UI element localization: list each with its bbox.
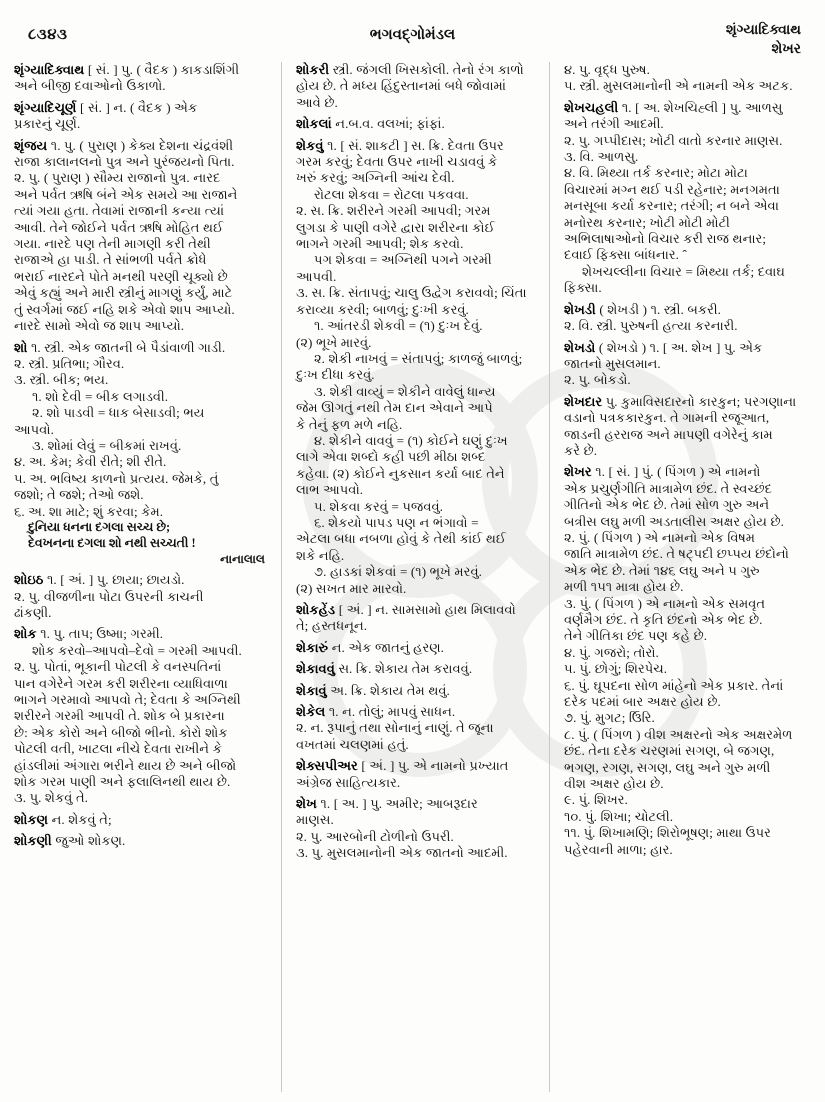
entry-definition-text: ૧. [ અં. ] પુ. છાયા; છાયડો.: [43, 572, 185, 588]
entry-text-line: ૨. પુ. આરબોની ટોળીનો ઉપરી.: [296, 828, 454, 844]
entry-headword-line: [296, 704, 539, 720]
entry-definition-text: ૧. પુ. ( પુરાણ ) કેક્ય દેશના ચંદ્રવંશી: [47, 137, 234, 153]
running-head-line-2: શેખર: [771, 41, 801, 57]
dictionary-entry: [14, 572, 271, 621]
headword: શેકેલ: [296, 704, 326, 720]
entry-definition-text: સ્ત્રી. જંગલી ખિસકોલી. તેનો રંગ કાળો: [329, 62, 524, 77]
dictionary-entry: [296, 796, 539, 862]
entry-headword-line: [296, 796, 539, 812]
entry-text-line: ૨. સ. ક્રિ. શરીરને ગરમી આપવી; ગરમ: [296, 203, 491, 219]
headword: શોકલાં: [296, 116, 332, 132]
entry-text-line: કરે છે.: [564, 442, 597, 458]
entry-text-line: ૨. વિ. સ્ત્રી. પુરુષની હત્યા કરનારી.: [564, 318, 738, 334]
entry-headword-line: [14, 100, 271, 116]
headword: શોકણ: [14, 811, 49, 827]
entry-text-line: ૪. અ. કેમ; કેવી રીતે; શી રીતે.: [14, 454, 167, 470]
entry-text-line: ૨. શેકી નાખવું = સંતાપવું; કાળજું બાળવું;: [314, 350, 523, 366]
running-head-line-1: શૃંગ્યાદિક્વાથ: [725, 23, 801, 38]
text-column-2: [281, 62, 549, 1092]
entry-text-line: કહેવા. (૨) કોઈને નુકસાન કર્યા બાદ તેને: [296, 465, 505, 481]
entry-text-line: જશો; તે જશે; તેઓ જશે.: [14, 487, 144, 503]
dictionary-entry: [564, 340, 815, 389]
dictionary-entry: [14, 340, 271, 568]
entry-text-line: ત્યાં ગયા હતા. તેવામાં રાજાની કન્યા ત્યાં: [14, 203, 225, 219]
entry-headword-line: [564, 464, 815, 480]
entry-text-line: અભિલાષાઓનો વિચાર કરી રાજ થનાર;: [564, 231, 766, 247]
entry-text-line: અને બીજી દવાઓનો ઉકાળો.: [14, 78, 166, 94]
running-head: [726, 22, 801, 60]
entry-text-line: છંદ. તેના દરેક ચરણમાં સગણ, બે જગણ,: [564, 743, 775, 759]
entry-text-line: ૮. પું. ( પિંગળ ) વીશ અક્ષરનો એક અક્ષરમેળ: [564, 726, 793, 742]
entry-headword-line: [14, 340, 271, 356]
entry-definition-text: ન.બ.વ. વલખાં; ફાંફાં.: [331, 116, 445, 132]
headword: શૃંજય: [14, 137, 48, 153]
headword: શેખડી: [564, 301, 596, 317]
entry-headword-line: [296, 116, 539, 132]
dictionary-entry: [14, 812, 271, 828]
entry-text-line: હોય છે. તે મધ્ય હિંદુસ્તાનમાં બધે જોવામાં: [296, 78, 506, 94]
dictionary-entry: [14, 626, 271, 806]
dictionary-entry: [14, 833, 271, 849]
entry-text-line: એવું કહ્યું અને મારી સ્ત્રીનું માગણું કર્યું, માટે: [14, 285, 233, 301]
entry-text-line: વડાનો પત્રકકારકુન. તે ગામની રજૂઆત,: [564, 410, 770, 426]
entry-text-line: પોટલી વતી, ખાટલા નીચે દેવતા રાખીને કે: [14, 741, 222, 757]
headword: શોકણી: [14, 833, 52, 849]
entry-text-line: ૨. પુ. પોતાં, ભૂકાની પોટલી કે વનસ્પતિનાં: [14, 659, 222, 675]
entry-text-line: ઢાંકણી.: [14, 604, 52, 620]
entry-text-line: ખરું કરવું; અગ્નિની આંચ દેવી.: [296, 170, 455, 186]
entry-text-line: પ્રકારનું ચૂર્ણ.: [14, 116, 81, 132]
dictionary-entry: [296, 116, 539, 132]
entry-definition-text: ( શેખડો ) ૧. [ અ. શેખ ] પુ. એક: [595, 339, 763, 355]
entry-text-line: નારદે સામો એવો જ શાપ આપ્યો.: [14, 318, 185, 334]
entry-text-line: તું સ્વર્ગમાં જઈ નહિ શકે એવો શાપ આપ્યો.: [14, 301, 235, 317]
entry-text-line: ૬. પું. ઘૂપદના સોળ માંહેનો એક પ્રકાર. તેનાં: [564, 677, 784, 693]
entry-text-line: જેમ ઊગતું નથી તેમ દાન એવાને આપે: [296, 400, 493, 416]
headword: શો: [14, 339, 28, 355]
entry-text-line: ૩. પું. ( પિંગળ ) એ નામનો એક સમવૃત: [564, 595, 766, 611]
entry-definition-text: ૧. [ સં. શાકટી ] સ. ક્રિ. દેવતા ઉપર: [323, 137, 504, 153]
headword: શોકરી: [296, 62, 330, 77]
entry-text-line: મળી ૧૫૧ માત્રા હોય છે.: [564, 579, 684, 595]
entry-text-line: લાગે એવા શબ્દો કહી પછી મીઠા શબ્દ: [296, 449, 486, 465]
entry-text-line: ૬. શેકયો પાપડ પણ ન ભંગાવો =: [314, 514, 479, 530]
entry-text-line: વિચારમાં મગ્ન થઈ પડી રહેનાર; મનગમતા: [564, 181, 780, 197]
entry-text-line: ૩. પુ. શેકવું તે.: [14, 790, 88, 806]
headword: શેખ: [296, 796, 317, 812]
entry-text-line: જાડની હરરાજ અને માપણી વગેરેનું કામ: [564, 426, 773, 442]
entry-text-line: ૨. પુ. વીજળીના પોટા ઉપરની કાચની: [14, 588, 204, 604]
headword: શેકારું: [296, 639, 329, 655]
entry-text-line: ફિક્સા.: [564, 280, 602, 296]
entry-text-line: પગ શેકવા = અગ્નિથી પગને ગરમી: [314, 252, 492, 268]
entry-text-line: ૭. હાડકાં શેકવાં = (૧) ભૂખે મરવું.: [314, 564, 482, 580]
entry-text-line: ૧૦. પું. શિખા; ચોટલી.: [564, 808, 674, 824]
entry-text-line: ૨. પુ. બોકડો.: [564, 372, 631, 388]
entry-definition-text: [ અં. ] પુ. એ નામનો પ્રખ્યાત: [357, 758, 509, 774]
entry-definition-text: [ સં. ] પુ. ( વૈદક ) કાકડાશિંગી: [84, 62, 240, 77]
entry-text-line: પાન વગેરેને ગરમ કરી શરીરના વ્યાધિવાળા: [14, 675, 228, 691]
entry-text-line: ૨. સ્ત્રી. પ્રતિભા; ગૌરવ.: [14, 355, 125, 371]
entry-text-line: છે: એક કોરો અને બીજો ભીનો. કોરો શોક: [14, 724, 228, 740]
entry-text-line: લાભ આપવો.: [296, 482, 364, 498]
entry-definition-text: [ સં. ] ન. ( વૈદક ) એક: [76, 99, 198, 115]
entry-headword-line: [564, 100, 815, 116]
entry-headword-line: [296, 62, 539, 78]
entry-definition-text: ૧. ન. તોલું; માપવું સાધન.: [325, 704, 456, 720]
entry-text-line: બત્રીસ લઘુ મળી અડતાલીસ અક્ષર હોય છે.: [564, 513, 784, 529]
entry-text-line: દવાઈ ફિક્સા બાંધનાર. ˆ: [564, 247, 687, 263]
entry-headword-line: [14, 572, 271, 588]
headword: શોઇઠ: [14, 572, 44, 588]
entry-text-line: તેને ગીતિકા છંદ પણ કહે છે.: [564, 628, 708, 644]
entry-text-line: (૨) ભૂખે મારવું.: [296, 334, 372, 350]
dictionary-entry: [296, 704, 539, 753]
entry-text-line: ભાગને ગરમાવો આપવો તે; દેવતા કે અગ્નિથી: [14, 692, 241, 707]
entry-text-line: એક પ્રચુર્ણગીતિ માત્રામેળ છંદ. તે સ્વચ્છંદ: [564, 480, 772, 496]
entry-text-line: મનસૂબા કર્યા કરનાર; તરંગી; ન બને એવા: [564, 198, 779, 214]
text-column-1: [0, 62, 281, 1092]
entry-text-line: શકે નહિ.: [296, 547, 345, 563]
entry-definition-text: ( શેખડી ) ૧. સ્ત્રી. બકરી.: [595, 301, 721, 317]
entry-text-line: રાજાએ હા પાડી. તે સાંભળી પર્વતે ક્રોધે: [14, 252, 207, 268]
column-container: [0, 62, 825, 1092]
entry-text-line: રોટલા શેકવા = રોટલા પકવવા.: [314, 186, 469, 202]
entry-text-line: ૪. પુ. વૃદ્ધ પુરુષ.: [564, 62, 650, 77]
entry-headword-line: [296, 640, 539, 656]
entry-definition-text: ૧. [ અ. ] પુ. અમીર; આબરૂદાર: [316, 796, 478, 812]
entry-text-line: આવી. તેને જોઈને પર્વત ઋષિ મોહિત થઈ: [14, 219, 224, 235]
page-number: ૮૩૪૩: [28, 27, 68, 43]
entry-headword-line: [564, 302, 815, 318]
entry-text-line: મનોરથ કરનાર; ખોટી મોટી મોટી: [564, 214, 730, 230]
dictionary-entry: [564, 464, 815, 858]
entry-definition-text: ૧. પુ. તાપ; ઉષ્મા; ગરમી.: [36, 626, 164, 642]
entry-headword-line: [296, 661, 539, 677]
headword: શૃંગ્યાદિચૂર્ણ: [14, 99, 77, 115]
entry-text-line: જાતનો મુસલમાન.: [564, 355, 661, 371]
entry-text-line: ૫. શેકવા કરવું = પજવવું.: [314, 498, 443, 514]
entry-definition-text: ૧. [ સં. ] પું. ( પિંગળ ) એ નામનો: [591, 464, 761, 480]
entry-text-line: શેખચલ્લીના વિચાર = મિથ્યા તર્ક; દવાઘ: [582, 263, 785, 279]
book-title: ભગવદ્ગોમંડલ: [369, 27, 456, 43]
entry-text-line: લુગડા કે પાણી વગેરે દ્વારા શરીરના કોઈ: [296, 219, 495, 235]
entry-text-line: ૫. સ્ત્રી. મુસલમાનોની એ નામની એક અટક.: [564, 78, 793, 94]
quotation-attribution: નાનાલાલ: [220, 552, 265, 567]
entry-text-line: ૭. પું. મુગટ; ઉિરિ.: [564, 710, 655, 726]
entry-text-line: તે; હસ્તધનૂન.: [296, 618, 368, 634]
entry-text-line: શોક ગરમ પાણી અને ફલાલિનથી થાય છે.: [14, 774, 231, 790]
entry-text-line: ગીતિનો એક ભેદ છે. તેમાં સોળ ગુરુ અને: [564, 497, 770, 513]
headword: શોક: [14, 626, 37, 642]
entry-text-line: ભગણ, રગણ, સગણ, લઘુ અને ગુરુ મળી: [564, 759, 771, 775]
entry-headword-line: [564, 394, 815, 410]
entry-text-line: ૪. પું. ગજરો; તોરો.: [564, 644, 659, 660]
entry-definition-text: અ. ક્રિ. શેકાય તેમ થવું.: [326, 682, 450, 698]
entry-text-line: ૫. પું. છોગું; શિરપેચ.: [564, 661, 668, 677]
entry-text-line: (૨) સખત માર મારવો.: [296, 580, 407, 596]
entry-text-line: ૩. સ્ત્રી. બીક; ભય.: [14, 372, 109, 388]
entry-text-line: આપવી.: [296, 268, 337, 284]
headword: શેખદાર: [564, 393, 603, 409]
entry-text-line: ૧. શો દેવી = બીક લગાડવી.: [32, 388, 169, 404]
entry-text-line: શોક કરવો–આપવો–દેવો = ગરમી આપવી.: [32, 642, 242, 658]
entry-text-line: અંગ્રેજ સાહિત્યકાર.: [296, 774, 401, 790]
dictionary-entry: [14, 62, 271, 95]
entry-headword-line: [296, 683, 539, 699]
entry-text-line: એટલા બધા નબળા હોવું કે તેથી કાંઈ થઈ: [296, 531, 506, 547]
entry-text-line: માણસ.: [296, 812, 334, 828]
dictionary-entry: [296, 62, 539, 111]
entry-text-line: ૧. આંતરડી શેકવી = (૧) દુઃખ દેવું.: [314, 318, 483, 334]
entry-text-line: આવે છે.: [296, 94, 338, 110]
entry-text-line: ૬. અ. શા માટે; શું કરવા; કેમ.: [14, 503, 164, 519]
entry-text-line: શરીરને ગરમી આપવી તે. શોક બે પ્રકારના: [14, 708, 225, 724]
dictionary-entry: [14, 100, 271, 133]
entry-text-line: અને પર્વત ઋષિ બંને એક સમયે આ રાજાને: [14, 186, 238, 202]
entry-text-line: ૨. પુ. ( પુરાણ ) સૌમ્ય રાજાનો પુત્ર. નારદ: [14, 170, 221, 186]
entry-definition-text: [ અં. ] ન. સામસામો હાથ મિલાવવો: [335, 602, 516, 617]
entry-headword-line: [296, 758, 539, 774]
entry-definition-text: પુ. કુમાવિસદારનો કારકુન; પરગણાના: [602, 393, 797, 409]
entry-text-line: ૫. અ. ભવિષ્ય કાળનો પ્રત્યય. જેમકે, તું: [14, 470, 219, 486]
entry-text-line: ૨. શો પાડવી = ધાક બેસાડવી; ભય: [32, 405, 205, 421]
entry-text-line: ૩. શોમાં લેવું = બીકમાં રાખવું.: [32, 437, 182, 453]
entry-text-line: ૨. પું. ( પિંગળ ) એ નામનો એક વિષમ: [564, 529, 756, 545]
entry-definition-text: ૧. સ્ત્રી. એક જાતની બે પૈડાંવાળી ગાડી.: [27, 339, 226, 355]
entry-text-line: પહેરવાની માળા; હાર.: [564, 841, 673, 857]
entry-definition-text: ૧. [ અ. શેખચિહ્લી ] પુ. આળસુ: [618, 99, 783, 115]
entry-text-line: ૨. ન. રૂપાનું તથા સોનાનું નાણું. તે જૂના: [296, 720, 494, 736]
entry-text-line: હાંડલીમાં અંગારા ભરીને થાય છે અને બીજો: [14, 757, 237, 773]
dictionary-entry: [14, 138, 271, 335]
entry-definition-text: ન. શેકવું તે;: [48, 811, 112, 827]
headword: શેખચહલી: [564, 99, 619, 115]
entry-text-line: કરાવ્યા કરવી; બાળવું; દુઃખી કરવું.: [296, 301, 469, 317]
page-header: [0, 0, 825, 62]
headword: શેક્સપીઅર: [296, 758, 358, 774]
entry-headword-line: [296, 602, 539, 618]
entry-text-line: આપવો.: [14, 421, 54, 437]
entry-definition-text: જુઓ શોકણ.: [51, 833, 126, 849]
entry-definition-text: ન. એક જાતનું હરણ.: [328, 639, 444, 655]
entry-headword-line: [14, 812, 271, 828]
headword: શેખર: [564, 464, 592, 480]
dictionary-entry: [296, 138, 539, 597]
entry-text-line: ૨. પુ. ગપ્પીદાસ; ખોટી વાતો કરનાર માણસ.: [564, 132, 783, 148]
dictionary-entry: [296, 640, 539, 656]
entry-text-line: ભાગને ગરમી આપવી; શેક કરવો.: [296, 236, 464, 252]
entry-headword-line: [14, 833, 271, 849]
entry-text-line: ૯. પું. શિખર.: [564, 792, 628, 808]
headword: શેખડો: [564, 339, 596, 355]
entry-headword-line: [564, 340, 815, 356]
entry-definition-text: સ. ક્રિ. શેકાય તેમ કરાવવું.: [334, 661, 473, 677]
dictionary-entry: [564, 100, 815, 297]
entry-text-line: દુઃખ દીધા કરવું.: [296, 367, 375, 383]
headword: શેકાવવું: [296, 661, 335, 677]
dictionary-entry: [296, 602, 539, 635]
entry-text-line: ૧૧. પું. શિખામણિ; શિરોભૂષણ; માથા ઉપર: [564, 825, 771, 841]
entry-headword-line: [14, 62, 271, 78]
entry-text-line: વખતમાં ચલણમાં હતું.: [296, 736, 409, 752]
entry-text-line: એક ભેદ છે. તેમાં ૧૪૬ લઘુ અને ૫ ગુરુ: [564, 562, 760, 578]
entry-text-line: ૩. વિ. આળસુ.: [564, 149, 639, 165]
entry-headword-line: [14, 138, 271, 154]
entry-text-line: ગરમ કરવું; દેવતા ઉપર નાખી ચડાવવું કે: [296, 154, 498, 170]
entry-text-line: રાજા કાલાનલનો પુત્ર અને પુરંજયનો પિતા.: [14, 154, 235, 170]
entry-text-line: ૪. શેકીને વાવવું = (૧) કોઈને ઘણું દુઃખ: [314, 432, 508, 448]
headword: શેકવું: [296, 137, 324, 153]
entry-text-line: દરેક પદમાં બાર અક્ષર હોય છે.: [564, 694, 721, 710]
quotation-line: દેવખનના દગલા શો નથી સચ્ચતી !: [28, 535, 196, 550]
dictionary-entry: [296, 758, 539, 791]
dictionary-entry: [564, 302, 815, 335]
entry-text-line: ૩. સ. ક્રિ. સંતાપવું; ચાલુ ઉદ્વેગ કરાવવો; ચિંતા: [296, 285, 527, 301]
text-column-3: [549, 62, 825, 1092]
entry-text-line: વર્ણમૈગ છંદ. તે કૃતિ છંદનો એક ભેદ છે.: [564, 612, 763, 627]
entry-text-line: જાતિ માત્રામેળ છંદ. તે ષટ્પદી છપ્પય છંદોનો: [564, 546, 789, 562]
dictionary-entry: [296, 661, 539, 677]
headword: શૃંગ્યાદિક્વાથ: [14, 62, 85, 77]
entry-text-line: ૩. શેકી વાવ્યું = શેકીને વાવેલું ધાન્ય: [314, 383, 496, 399]
headword: શેકાવું: [296, 682, 327, 698]
entry-headword-line: [296, 138, 539, 154]
entry-headword-line: [14, 626, 271, 642]
entry-text-line: ગયા. નારદે પણ તેની માગણી કરી તેથી: [14, 236, 211, 252]
quotation-line: દુનિયા ધનના દગલા સચ્ચ છે;: [28, 519, 171, 534]
entry-text-line: ૪. વિ. મિથ્યા તર્ક કરનાર; મોટા મોટા: [564, 165, 748, 181]
dictionary-entry: [296, 683, 539, 699]
entry-text-line: વીશ અક્ષર હોય છે.: [564, 776, 664, 792]
dictionary-entry: [564, 394, 815, 460]
entry-text-line: અને તરંગી આદમી.: [564, 116, 664, 132]
entry-text-line: ૩. પુ. મુસલમાનોની એક જાતનો આદમી.: [296, 845, 508, 861]
dictionary-entry-continuation: [564, 62, 815, 95]
headword: શોકહેંડ: [296, 602, 336, 617]
entry-text-line: કે તેનું ફળ મળે નહિ.: [296, 416, 403, 432]
entry-text-line: ભરાઈ નારદને પોતે મનથી પરણી ચૂક્યો છે: [14, 268, 228, 284]
